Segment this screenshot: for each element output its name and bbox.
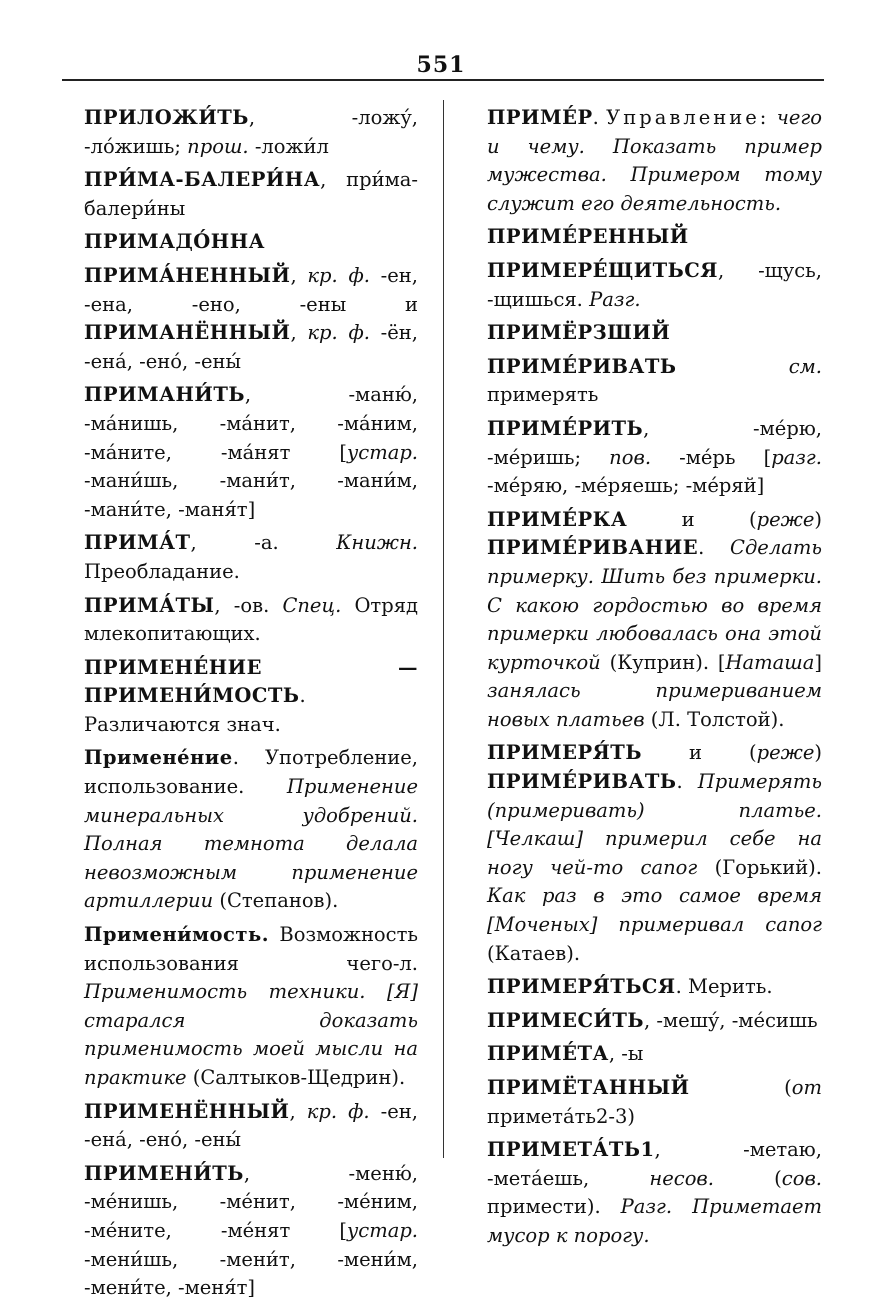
headword: ПРИМЕСИ́ТЬ: [487, 1008, 644, 1032]
entry-text: , -щусь, -щишься.: [487, 258, 822, 311]
entry-text: примести).: [487, 1195, 621, 1219]
headword: ПРИМАНЁННЫЙ: [84, 321, 291, 345]
dictionary-entry: [465, 353, 822, 410]
dictionary-entry: [465, 319, 822, 348]
entry-text: , -метаю, -мета́ешь,: [487, 1138, 822, 1190]
italic-text: Книжн.: [336, 531, 418, 555]
entry-text: , -а.: [190, 531, 337, 555]
entry-text: .: [698, 536, 731, 560]
entry-text: (: [713, 1166, 782, 1190]
dictionary-entry: [62, 921, 418, 1093]
italic-text: сов.: [781, 1166, 822, 1190]
entry-text: Управление:: [606, 106, 770, 129]
dictionary-entry: [465, 1074, 822, 1131]
italic-text: несов.: [649, 1166, 714, 1190]
dictionary-entry: [465, 257, 822, 314]
entry-text: и (: [641, 741, 757, 765]
entry-text: Преобладание.: [84, 559, 240, 583]
headword: ПРИМЕНИ́ТЬ: [84, 1161, 244, 1185]
entry-text: ,: [290, 263, 308, 287]
entry-text: -ён, -ена́, -ено́, -ены́: [84, 321, 418, 373]
headword: ПРИМЁТАННЫЙ: [487, 1076, 690, 1099]
headword: ПРИМАДО́ННА: [84, 230, 266, 254]
entry-text: ,: [289, 1099, 307, 1123]
dictionary-entry: [62, 228, 418, 257]
entry-text: примерять: [487, 383, 599, 407]
dictionary-entry: [62, 166, 418, 223]
italic-text: Наташа: [725, 650, 815, 674]
italic-text: кр. ф.: [306, 1099, 370, 1123]
dictionary-entry: [465, 506, 822, 735]
headword: ПРИМЕ́РИВАНИЕ: [487, 536, 699, 560]
headword: ПРИ́МА-БАЛЕРИ́НА: [84, 168, 321, 192]
entry-text: (Степанов).: [213, 889, 339, 913]
italic-text: Спец.: [282, 593, 342, 617]
entry-text: -ложи́л: [248, 134, 329, 158]
entry-text: -ен, -ена́, -ено́, -ены́: [84, 1099, 418, 1152]
dictionary-entry: [465, 415, 822, 501]
entry-text: ]: [814, 650, 822, 674]
entry-text: -мени́шь, -мени́т, -мени́м, -мени́те, -меня́т]: [84, 1247, 418, 1300]
italic-text: реже: [756, 741, 815, 765]
entry-text: (Катаев).: [487, 941, 581, 965]
italic-text: Сделать примерку. Шить без примерки. С какою гордостью во время примерки любовалась она этой курточкой: [487, 536, 822, 674]
headword: ПРИМЕРЯ́ТЬ: [487, 741, 642, 765]
italic-text: чего и чему. Показать пример мужества. Примером тому служит его деятельность.: [487, 106, 822, 215]
entry-text: , при́ма-балери́ны: [84, 168, 418, 220]
entry-text: ,: [290, 321, 308, 345]
headword: ПРИМЕ́ТА: [487, 1042, 609, 1066]
italic-text: Разг. Приметает мусор к порогу.: [487, 1195, 822, 1247]
headword: ПРИМЕНЁННЫЙ: [84, 1099, 290, 1123]
headword: Примене́ние: [84, 746, 233, 770]
italic-text: разг.: [771, 445, 822, 469]
column-divider: [443, 100, 444, 1158]
left-column: [62, 104, 418, 1308]
headword: ПРИМА́НЕННЫЙ: [84, 263, 291, 287]
entry-text: . Различаются знач.: [84, 684, 306, 736]
dictionary-entry: [62, 1160, 418, 1303]
entry-text: и (: [627, 507, 757, 531]
italic-text: Применение минеральных удобрений. Полная темнота делала невозможным применение артиллерии: [84, 775, 418, 913]
headword: ПРИМА́Т: [84, 531, 191, 555]
entry-text: -мани́шь, -мани́т, -мани́м, -мани́те, -маня́т]: [84, 469, 418, 521]
dictionary-entry: [465, 1136, 822, 1250]
entry-text: . Употребление, использование.: [84, 746, 418, 799]
italic-text: устар.: [346, 440, 418, 464]
entry-text: Возможность использования чего-л.: [84, 923, 418, 975]
headword: ПРИМА́ТЫ: [84, 593, 215, 617]
entry-text: .: [676, 770, 698, 794]
italic-text: пов.: [609, 445, 652, 469]
entry-text: (Салтыков-Щедрин).: [186, 1066, 406, 1089]
entry-text: , -меню́, -ме́нишь, -ме́нит, -ме́ним, -ме́ните, -ме́нят [: [84, 1161, 418, 1242]
headword: ПРИМЁРЗШИЙ: [487, 321, 671, 345]
entry-text: Отряд млекопитающих.: [84, 593, 419, 646]
dictionary-entry: [62, 104, 418, 161]
dictionary-entry: [62, 1098, 418, 1155]
dictionary-entry: [62, 381, 418, 524]
italic-text: Как раз в это самое время [Моченых] примеривал сапог: [487, 884, 822, 937]
entry-text: (Горький).: [697, 855, 822, 879]
italic-text: устар.: [346, 1218, 418, 1242]
headword: ПРИМЕ́РИВАТЬ: [487, 770, 677, 794]
right-column: [465, 104, 822, 1256]
entry-text: примета́ть2-3): [487, 1104, 636, 1128]
entry-text: [769, 106, 776, 129]
dictionary-entry: [465, 223, 822, 252]
header-rule: [62, 79, 824, 81]
dictionary-entry: [62, 654, 418, 740]
headword: ПРИМЕ́РКА: [487, 507, 628, 531]
dictionary-entry: [62, 592, 418, 649]
italic-text: Примерять (примеривать) платье. [Челкаш] примерил себе на ногу чей-то сапог: [487, 770, 822, 879]
entry-text: (Куприн). [: [600, 650, 726, 674]
entry-text: ): [814, 741, 822, 765]
dictionary-entry: [465, 739, 822, 968]
italic-text: от: [791, 1076, 822, 1099]
dictionary-entry: [465, 973, 822, 1002]
entry-text: , -мешу́, -ме́сишь: [644, 1008, 818, 1032]
italic-text: кр. ф.: [307, 321, 370, 345]
headword: ПРИМЕ́РИТЬ: [487, 416, 644, 440]
italic-text: занялась примериванием новых платьев: [487, 679, 822, 731]
page-number: 551: [416, 52, 466, 78]
headword: Примени́мость.: [84, 923, 270, 947]
headword: ПРИЛОЖИ́ТЬ: [84, 106, 249, 129]
entry-text: -ен, -ена, -ено, -ены и: [84, 263, 418, 316]
entry-text: .: [592, 106, 607, 129]
dictionary-entry: [465, 1007, 822, 1036]
entry-text: ): [814, 507, 822, 531]
italic-text: кр. ф.: [307, 263, 370, 287]
dictionary-entry: [62, 262, 418, 376]
headword: ПРИМАНИ́ТЬ: [84, 383, 245, 407]
entry-text: . Мерить.: [675, 975, 773, 999]
entry-text: , -ов.: [214, 593, 283, 617]
headword: ПРИМЕТА́ТЬ1: [487, 1138, 655, 1162]
entry-text: [677, 355, 789, 378]
entry-text: , -ложу́, -ло́жишь;: [84, 106, 418, 158]
entry-text: (: [689, 1076, 792, 1099]
entry-text: -ме́рь [: [651, 445, 772, 469]
headword: ПРИМЕ́РЕННЫЙ: [487, 225, 689, 249]
dictionary-entry: [62, 744, 418, 916]
entry-text: (Л. Толстой).: [644, 707, 785, 731]
headword: ПРИМЕРЯ́ТЬСЯ: [487, 975, 676, 999]
italic-text: Применимость техники. [Я] старался доказать применимость моей мысли на практике: [84, 980, 418, 1089]
italic-text: прош.: [187, 134, 249, 158]
entry-text: , -ы: [608, 1042, 644, 1066]
entry-text: , -маню́, -ма́нишь, -ма́нит, -ма́ним, -ма́ните, -ма́нят [: [84, 383, 418, 464]
italic-text: Разг.: [589, 287, 641, 311]
headword: ПРИМЕ́РИВАТЬ: [487, 354, 677, 378]
headword: ПРИМЕРЕ́ЩИТЬСЯ: [487, 258, 718, 282]
entry-text: -ме́ряю, -ме́ряешь; -ме́ряй]: [487, 474, 765, 498]
headword: ПРИМЕНЕ́НИЕ — ПРИМЕНИ́МОСТЬ: [84, 655, 418, 708]
entry-text: , -ме́рю, -ме́ришь;: [487, 416, 822, 469]
dictionary-entry: [465, 104, 822, 218]
headword: ПРИМЕ́Р: [487, 106, 593, 129]
italic-text: см.: [788, 354, 822, 378]
dictionary-entry: [465, 1040, 822, 1069]
italic-text: реже: [756, 507, 815, 531]
dictionary-entry: [62, 529, 418, 586]
